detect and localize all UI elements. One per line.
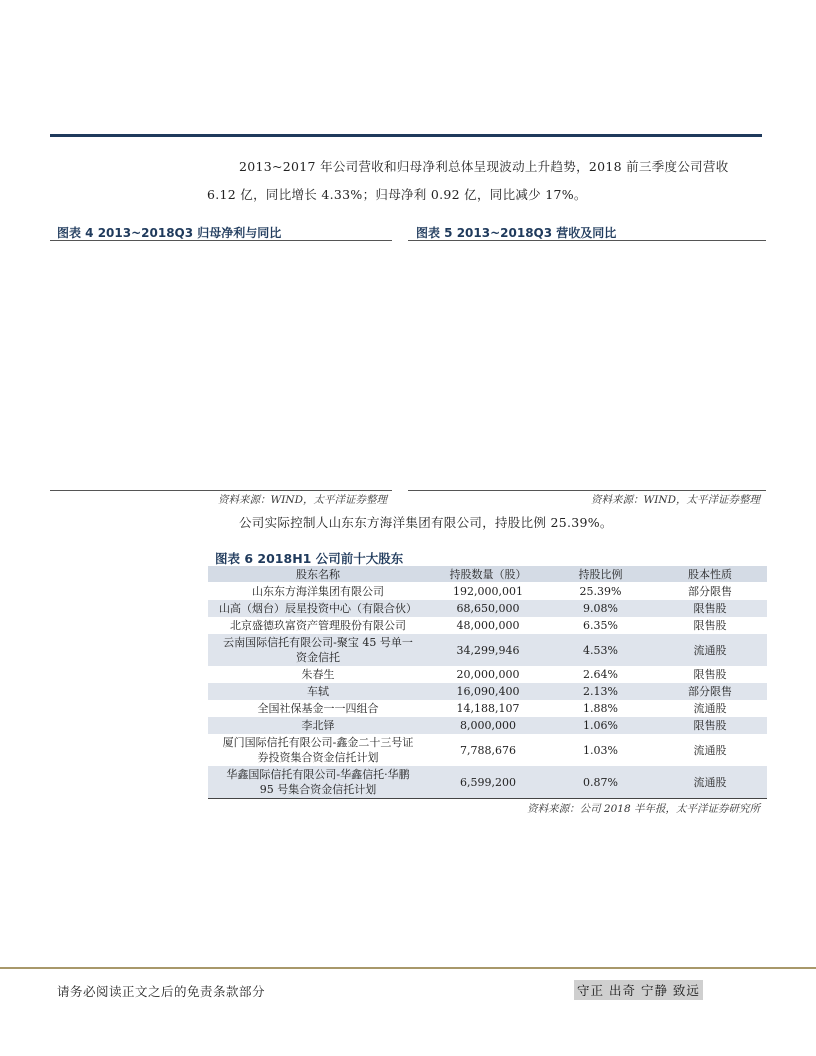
holder-shares: 20,000,000 [428, 666, 548, 683]
holder-name: 李北铎 [208, 717, 428, 734]
table-row [208, 583, 767, 601]
holder-shares: 7,788,676 [428, 734, 548, 766]
table-row [208, 666, 767, 683]
paragraph-1-line-1: 2013~2017 年公司营收和归母净利总体呈现波动上升趋势，2018 前三季度公司营收 [239, 159, 729, 174]
holder-shares: 14,188,107 [428, 700, 548, 717]
holder-shares: 16,090,400 [428, 683, 548, 700]
holder-type: 流通股 [653, 734, 767, 766]
holder-shares: 68,650,000 [428, 600, 548, 617]
footer-rule [0, 967, 816, 969]
footer-disclaimer: 请务必阅读正文之后的免责条款部分 [57, 984, 266, 999]
holder-ratio: 4.53% [548, 634, 653, 666]
table-row [208, 634, 767, 666]
column-header-shares: 持股数量（股） [428, 566, 548, 583]
holder-name: 云南国际信托有限公司-聚宝 45 号单一资金信托 [208, 634, 428, 666]
figure-5-title-underline [408, 240, 766, 241]
shareholders-table [208, 566, 767, 799]
table-row [208, 734, 767, 766]
table-row [208, 617, 767, 634]
figure-6-title: 图表 6 2018H1 公司前十大股东 [215, 551, 404, 566]
holder-shares: 192,000,001 [428, 583, 548, 601]
table-row [208, 683, 767, 700]
holder-shares: 6,599,200 [428, 766, 548, 799]
paragraph-1-line-2: 6.12 亿，同比增长 4.33%；归母净利 0.92 亿，同比减少 17%。 [207, 187, 587, 202]
holder-ratio: 2.13% [548, 683, 653, 700]
header-rule [50, 134, 762, 137]
holder-type: 限售股 [653, 617, 767, 634]
holder-name: 车轼 [208, 683, 428, 700]
holder-ratio: 1.06% [548, 717, 653, 734]
holder-name: 山高（烟台）辰星投资中心（有限合伙） [208, 600, 428, 617]
figure-5-title: 图表 5 2013~2018Q3 营收及同比 [416, 226, 617, 240]
column-header-type: 股本性质 [653, 566, 767, 583]
holder-name: 朱春生 [208, 666, 428, 683]
holder-name: 华鑫国际信托有限公司-华鑫信托·华鹏95 号集合资金信托计划 [208, 766, 428, 799]
figure-5-bottom-rule [408, 490, 766, 491]
holder-type: 流通股 [653, 766, 767, 799]
table-row [208, 600, 767, 617]
holder-shares: 8,000,000 [428, 717, 548, 734]
figure-5-chart-area [408, 242, 766, 490]
holder-ratio: 0.87% [548, 766, 653, 799]
holder-name: 厦门国际信托有限公司-鑫金二十三号证券投资集合资金信托计划 [208, 734, 428, 766]
table-row [208, 700, 767, 717]
figure-4-title: 图表 4 2013~2018Q3 归母净利与同比 [57, 226, 282, 240]
holder-ratio: 9.08% [548, 600, 653, 617]
column-header-ratio: 持股比例 [548, 566, 653, 583]
figure-4-chart-area [50, 242, 392, 490]
figure-4-source: 资料来源：WIND，太平洋证券整理 [217, 494, 387, 506]
holder-shares: 48,000,000 [428, 617, 548, 634]
footer-slogan: 守正 出奇 宁静 致远 [574, 980, 703, 1000]
holder-type: 部分限售 [653, 683, 767, 700]
holder-type: 部分限售 [653, 583, 767, 601]
holder-ratio: 2.64% [548, 666, 653, 683]
table-header-row [208, 566, 767, 583]
holder-ratio: 1.03% [548, 734, 653, 766]
holder-ratio: 1.88% [548, 700, 653, 717]
holder-name: 山东东方海洋集团有限公司 [208, 583, 428, 601]
figure-6-source: 资料来源：公司 2018 半年报，太平洋证券研究所 [527, 803, 760, 815]
shareholders-table-wrapper [208, 566, 767, 816]
holder-type: 限售股 [653, 600, 767, 617]
paragraph-2: 公司实际控制人山东东方海洋集团有限公司，持股比例 25.39%。 [239, 515, 613, 530]
holder-type: 限售股 [653, 717, 767, 734]
figure-4-title-underline [50, 240, 392, 241]
holder-ratio: 6.35% [548, 617, 653, 634]
holder-type: 流通股 [653, 700, 767, 717]
holder-name: 全国社保基金一一四组合 [208, 700, 428, 717]
column-header-name: 股东名称 [208, 566, 428, 583]
table-row [208, 766, 767, 799]
figure-4-bottom-rule [50, 490, 392, 491]
figure-5-source: 资料来源：WIND，太平洋证券整理 [590, 494, 760, 506]
holder-name: 北京盛德玖富资产管理股份有限公司 [208, 617, 428, 634]
holder-type: 流通股 [653, 634, 767, 666]
holder-type: 限售股 [653, 666, 767, 683]
table-row [208, 717, 767, 734]
holder-shares: 34,299,946 [428, 634, 548, 666]
holder-ratio: 25.39% [548, 583, 653, 601]
